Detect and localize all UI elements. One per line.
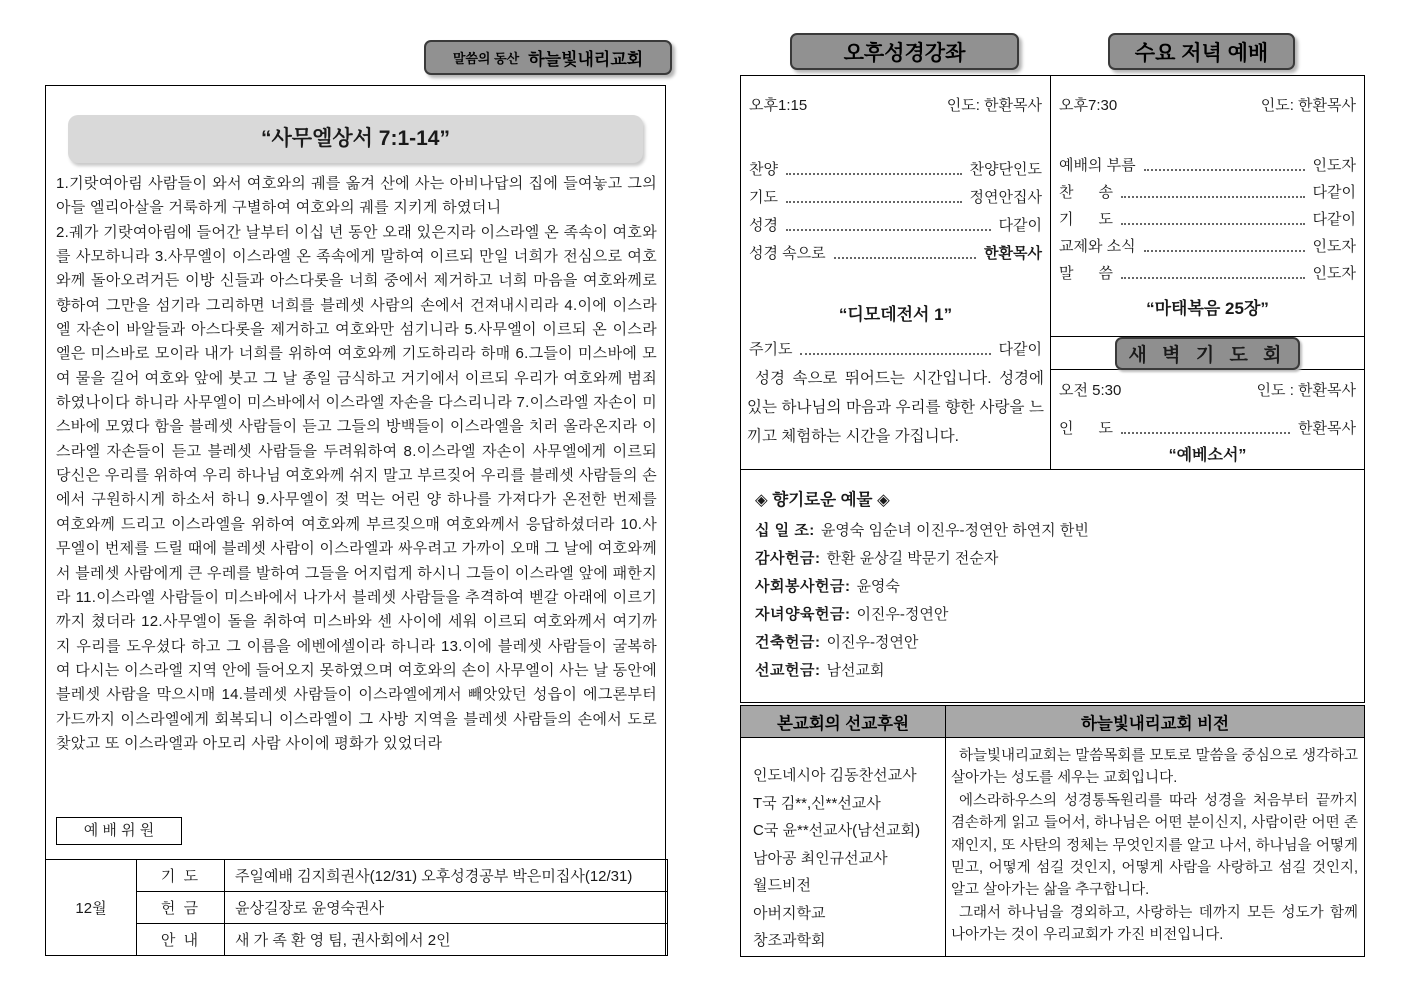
scripture-paragraph: 1.기랏여아림 사람들이 와서 여호와의 궤를 옮겨 산에 사는 아비나답의 집에 들여놓고 그의 아들 엘리아살을 거룩하게 구별하여 여호와의 궤를 지키게 하였더니: [56, 175, 657, 217]
program-item-value: 정연안집사: [969, 189, 1042, 206]
program-item: [749, 338, 1042, 359]
dotted-leader: [1144, 250, 1305, 252]
wednesday-passage: “마태복음 25장”: [1146, 299, 1269, 318]
offering-item: [755, 631, 1354, 652]
scripture-title: “사무엘상서 7:1-14”: [68, 115, 643, 163]
committee-row-label: 기 도: [137, 860, 225, 892]
program-item: [1059, 262, 1356, 283]
offering-item: [755, 547, 1354, 568]
dotted-leader: [1121, 277, 1305, 279]
wednesday-service-column: [1051, 76, 1364, 469]
offering-label: 자녀양육헌금:: [755, 606, 851, 623]
offerings-panel: [740, 469, 1365, 703]
program-item: [749, 242, 1042, 263]
dotted-leader: [834, 257, 976, 259]
committee-row-value: 새 가 족 환 영 팀, 권사회에서 2인: [225, 924, 668, 956]
scripture-panel: [45, 85, 666, 956]
program-item: [749, 186, 1042, 207]
offering-item: [755, 519, 1354, 540]
afternoon-time-row: [749, 94, 1042, 115]
program-item: [1059, 181, 1356, 202]
afternoon-passage: “디모데전서 1”: [838, 305, 953, 324]
list-item: 인도네시아 김동찬선교사: [753, 767, 917, 784]
vision-paragraph: 그래서 하나님을 경외하고, 사랑하는 데까지 모든 성도가 함께 나아가는 것이 우리교회가 가진 비전입니다.: [951, 904, 1358, 944]
program-item-value: 다같이: [998, 217, 1042, 234]
program-item: [1059, 208, 1356, 229]
program-item-label: 교제와 소식: [1059, 238, 1136, 255]
offering-value: 윤영숙 임순녀 이진우-정연안 하연지 한빈: [820, 522, 1089, 539]
dawn-time-row: [1059, 379, 1356, 400]
church-name-badge: [424, 40, 672, 75]
program-item-label: 성경 속으로: [749, 245, 826, 262]
dawn-prayer-band: [1051, 336, 1364, 370]
program-item: [749, 214, 1042, 235]
list-item: 아버지학교: [753, 904, 826, 922]
offering-label: 사회봉사헌금:: [755, 578, 851, 595]
list-item: 월드비전: [753, 877, 811, 894]
offering-item: [755, 603, 1354, 624]
list-item: T국 김**,신**선교사: [753, 794, 881, 812]
program-item-label: 기 도: [1059, 211, 1113, 228]
church-badge-name: 하늘빛내리교회: [528, 50, 644, 69]
program-item-value: 다같이: [1312, 211, 1356, 228]
dotted-leader: [1121, 223, 1305, 225]
committee-row-value: 윤상길장로 윤영숙권사: [225, 892, 668, 924]
dotted-leader: [786, 173, 962, 175]
offering-label: 감사헌금:: [755, 550, 821, 567]
service-programs-panel: [740, 75, 1365, 470]
program-item-value: 한환목사: [1298, 420, 1356, 437]
afternoon-class-column: [741, 76, 1051, 469]
offering-value: 이진우-정연안: [826, 634, 919, 651]
dotted-leader: [786, 229, 991, 231]
vision-paragraph: 하늘빛내리교회는 말씀목회를 모토로 말씀을 중심으로 생각하고 살아가는 성도를 세우는 교회입니다.: [951, 748, 1358, 787]
service-time: 오후7:30: [1059, 97, 1118, 114]
offering-item: [755, 659, 1354, 680]
offering-value: 남선교회: [826, 662, 885, 679]
program-item-value: 인도자: [1312, 238, 1356, 255]
offering-label: 건축헌금:: [755, 634, 821, 651]
service-leader: 인도: 한환목사: [1260, 97, 1356, 114]
afternoon-description: 성경 속으로 뛰어드는 시간입니다. 성경에 있는 하나님의 마음과 우리를 향한 사랑을 느끼고 체험하는 시간을 가집니다.: [747, 370, 1044, 445]
table-row: [46, 892, 668, 924]
mission-header: 본교회의 선교후원: [741, 706, 946, 737]
mission-list: [741, 738, 946, 956]
offerings-title: ◈ 향기로운 예물 ◈: [755, 491, 890, 509]
wednesday-service-badge: 수요 저녁 예배: [1108, 33, 1295, 70]
dotted-leader: [1144, 169, 1305, 171]
committee-row-value: 주일예배 김지희권사(12/31) 오후성경공부 박은미집사(12/31): [225, 860, 668, 892]
committee-month: 12월: [46, 860, 137, 956]
list-item: 남아공 최인규선교사: [753, 849, 888, 867]
program-item-label: 주기도: [749, 341, 793, 358]
program-item-value: 한환목사: [984, 245, 1042, 262]
church-badge-prefix: 말씀의 동산: [452, 51, 520, 66]
mission-vision-table: [740, 705, 1365, 957]
dotted-leader: [1121, 432, 1290, 434]
dotted-leader: [786, 201, 962, 203]
worship-committee-table: [45, 859, 668, 956]
program-item: [749, 158, 1042, 179]
vision-text: [946, 738, 1364, 956]
dawn-prayer-badge: 새 벽 기 도 회: [1115, 337, 1301, 370]
offering-value: 한환 윤상길 박문기 전순자: [826, 550, 999, 567]
list-item: 창조과학회: [753, 932, 826, 949]
committee-row-label: 안 내: [137, 924, 225, 956]
program-item-label: 예배의 부름: [1059, 157, 1136, 174]
program-item-label: 성경: [749, 217, 778, 234]
program-item: [1059, 417, 1356, 438]
program-item-value: 인도자: [1312, 157, 1356, 174]
program-item-label: 기도: [749, 189, 778, 206]
offering-value: 이진우-정연안: [856, 606, 949, 623]
vision-paragraph: 에스라하우스의 성경통독원리를 따라 성경을 처음부터 끝까지 겸손하게 읽고 들어서, 하나님은 어떤 분이신지, 사람이란 어떤 존재인지, 또 사탄의 정체는 무엇인지를 알고 나서, 하나님을 어떻게 믿고, 어떻게 섬길 것인지, 어떻게 사람을 사랑하고 섬길 것인지, 알고 살아가는 삶을 추구합니다.: [951, 792, 1358, 899]
program-item-value: 다같이: [1312, 184, 1356, 201]
offering-item: [755, 575, 1354, 596]
program-item: [1059, 235, 1356, 256]
dotted-leader: [800, 353, 990, 355]
service-time: 오전 5:30: [1059, 382, 1122, 399]
dawn-passage: “예베소서”: [1168, 447, 1247, 464]
program-item-label: 인 도: [1059, 420, 1113, 437]
table-row: [46, 924, 668, 956]
offering-label: 선교헌금:: [755, 662, 821, 679]
table-body: [741, 738, 1364, 956]
committee-row-label: 헌 금: [137, 892, 225, 924]
scripture-body: [56, 172, 657, 756]
table-header-row: [741, 706, 1364, 738]
service-leader: 인도: 한환목사: [946, 97, 1042, 114]
program-item-label: 찬양: [749, 161, 778, 178]
program-item-label: 말 씀: [1059, 265, 1113, 282]
afternoon-class-badge: 오후성경강좌: [790, 33, 1019, 70]
dotted-leader: [1121, 196, 1305, 198]
worship-committee-label: 예 배 위 원: [56, 817, 182, 845]
vision-header: 하늘빛내리교회 비전: [1080, 714, 1230, 733]
program-item-label: 찬 송: [1059, 184, 1113, 201]
scripture-paragraph: 2.궤가 기랏여아림에 들어간 날부터 이십 년 동안 오래 있은지라 이스라엘 온 족속이 여호와를 사모하니라 3.사무엘이 이스라엘 온 족속에게 말하여 이르되 만일 너희가 전심으로 여호와께 돌아오려거든 이방 신들과 아스다롯을 너희 중에서 제거하고 너희 마음을 여호와께로 향하여 그만을 섬기라 그리하면 너희를 블레셋 사람의 손에서 건져내시리라 4.이에 이스라엘 자손이 바알들과 아스다롯을 제거하고 여호와만 섬기니라 5.사무엘이 이르되 온 이스라엘은 미스바로 모이라 내가 너희를 위하여 여호와께 기도하리라 하매 6.그들이 미스바에 모여 물을 길어 여호와 앞에 붓고 그 날 종일 금식하고 거기에서 이르되 우리가 여호와께 범죄하였나이다 하니라 사무엘이 미스바에서 이스라엘 자손을 다스리니라 7.이스라엘 자손이 미스바에 모였다 함을 블레셋 사람들이 듣고 그들의 방백들이 이스라엘을 치러 올라온지라 이스라엘 자손들이 듣고 블레셋 사람들을 두려워하여 8.이스라엘 자손이 사무엘에게 이르되 당신은 우리를 위하여 우리 하나님 여호와께 쉬지 말고 부르짖어 우리를 블레셋 사람들의 손에서 구원하시게 하소서 하니 9.사무엘이 젖 먹는 어린 양 하나를 가져다가 온전한 번제를 여호와께 드리고 이스라엘을 위하여 여호와께 부르짖으매 여호와께서 응답하셨더라 10.사무엘이 번제를 드릴 때에 블레셋 사람이 이스라엘과 싸우려고 가까이 오매 그 날에 여호와께서 블레셋 사람에게 큰 우레를 발하여 그들을 어지럽게 하시니 그들이 이스라엘 앞에 패한지라 11.이스라엘 사람들이 미스바에서 나가서 블레셋 사람들을 추격하여 벧갈 아래에 이르기까지 쳤더라 12.사무엘이 돌을 취하여 미스바와 센 사이에 세워 이르되 여호와께서 여기까지 우리를 도우셨다 하고 그 이름을 에벤에셀이라 하니라 13.이에 블레셋 사람들이 굴복하여 다시는 이스라엘 지역 안에 들어오지 못하였으며 여호와의 손이 사무엘이 사는 날 동안에 블레셋 사람을 막으시매 14.블레셋 사람들이 이스라엘에게서 빼앗았던 성읍이 에그론부터 가드까지 이스라엘에게 회복되니 이스라엘이 그 사방 지역을 블레셋 사람들의 손에서 도로 찾았고 또 이스라엘과 아모리 사람 사이에 평화가 있었더라: [56, 223, 657, 752]
program-item-value: 인도자: [1312, 265, 1356, 282]
table-row: [46, 860, 668, 892]
service-time: 오후1:15: [749, 97, 808, 114]
offering-value: 윤영숙: [856, 578, 900, 595]
program-item-value: 다같이: [998, 341, 1042, 358]
program-item-value: 찬양단인도: [969, 161, 1042, 178]
program-item: [1059, 154, 1356, 175]
wednesday-time-row: [1059, 94, 1356, 115]
service-leader: 인도 : 한환목사: [1256, 382, 1356, 399]
list-item: C국 윤**선교사(남선교회): [753, 822, 921, 839]
offering-label: 십 일 조:: [755, 522, 815, 539]
